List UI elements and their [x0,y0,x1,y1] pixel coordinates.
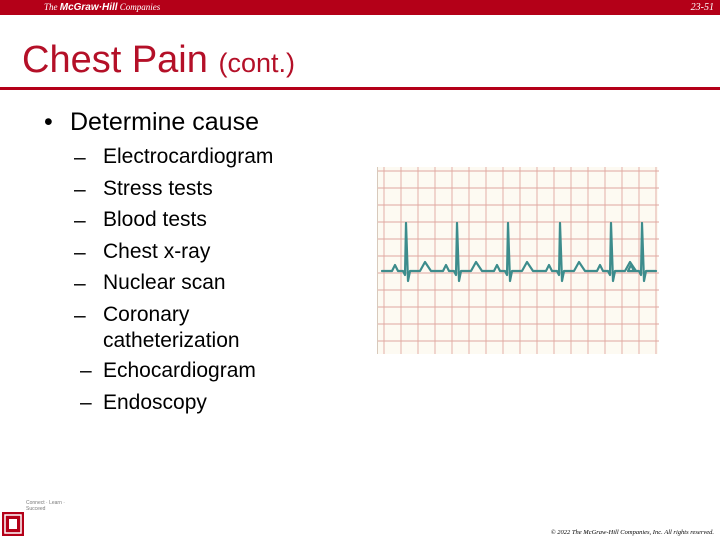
list-item-text: Coronary catheterization [103,302,240,352]
dash-marker: – [74,209,86,233]
list-item-text: Stress tests [103,176,213,200]
list-item-text: Chest x-ray [103,239,211,263]
dash-marker: – [80,391,92,414]
dash-marker: – [74,177,86,201]
publisher-suffix: Companies [117,2,161,12]
title-divider [0,87,720,90]
list-item-text: Echocardiogram [103,359,256,382]
ecg-trace [382,223,656,281]
top-banner [0,0,720,15]
dash-marker: – [74,146,86,169]
logo-caption: Connect · Learn · Succeed [26,500,65,512]
list-item [80,355,256,387]
dash-marker: – [74,303,86,327]
bullet-marker: • [44,108,53,136]
ecg-grid [378,167,659,354]
ecg-graph [378,167,659,354]
list-item-text: Endoscopy [103,391,207,414]
dash-marker: – [74,272,86,296]
dash-marker: – [80,359,92,382]
mcgraw-hill-logo-icon [2,512,24,536]
dash-marker: – [74,240,86,264]
copyright-notice: © 2022 The McGraw-Hill Companies, Inc. All rights reserved. [550,529,714,536]
slide-number: 23-51 [690,2,714,13]
list-item [74,268,303,300]
list-item [74,237,303,269]
list-item [74,174,303,206]
slide-title-main: Chest Pain [22,39,208,81]
list-item [74,300,303,354]
list-item-text: Nuclear scan [103,271,226,295]
list-item [74,142,303,174]
publisher-prefix: The [44,2,60,12]
publisher-name [44,1,160,14]
main-bullet [44,107,259,137]
slide-title [22,38,295,85]
publisher-brand: McGraw·Hill [59,2,118,13]
slide-title-sub: (cont.) [218,48,295,78]
list-item-text: Electrocardiogram [103,145,274,168]
sub-bullet-list [74,142,303,354]
list-item-text: Blood tests [103,208,207,232]
list-item [80,387,256,419]
ecg-strip-image [377,167,658,354]
sub-bullet-list-continued [80,355,256,419]
main-bullet-text: Determine cause [70,108,259,136]
list-item [74,205,303,237]
